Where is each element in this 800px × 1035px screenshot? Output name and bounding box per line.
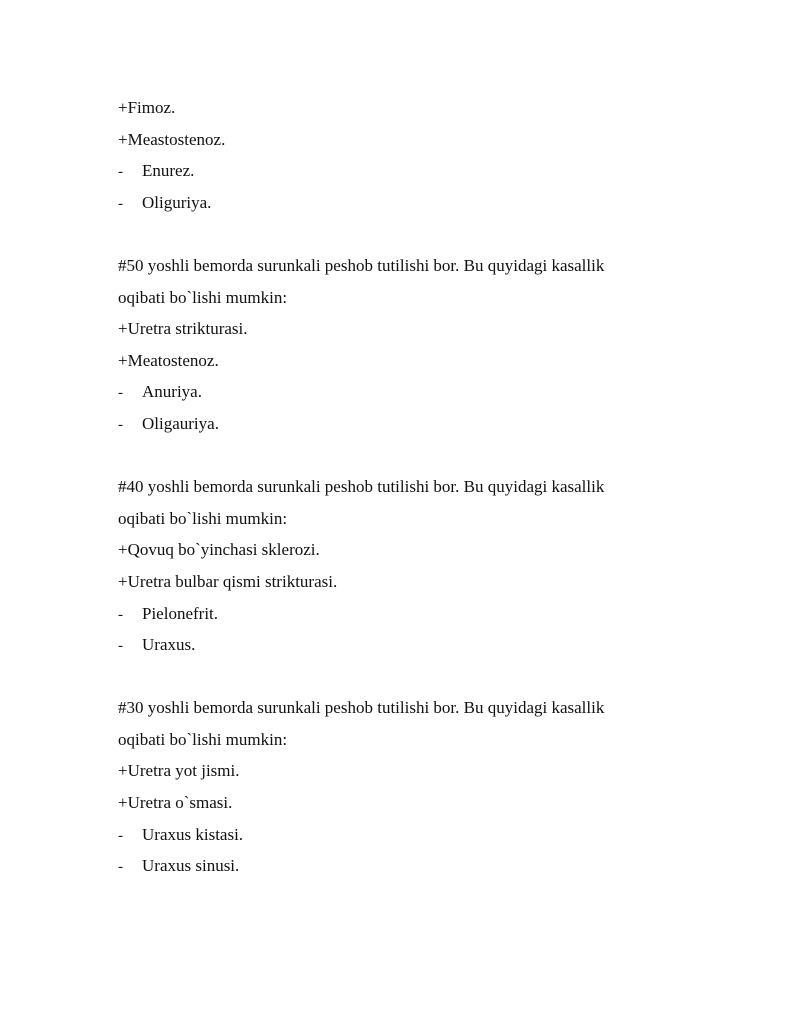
correct-answer: +Uretra yot jismi.	[118, 761, 240, 781]
question-block-1	[118, 250, 678, 440]
wrong-answer	[118, 376, 678, 408]
wrong-answer	[118, 187, 678, 219]
answer-block-0	[118, 92, 678, 218]
block-spacer	[118, 218, 678, 250]
wrong-answer	[118, 629, 678, 661]
correct-answer: +Uretra bulbar qismi strikturasi.	[118, 571, 338, 591]
question-text-line: oqibati bo`lishi mumkin:	[118, 287, 288, 307]
question-block-3	[118, 692, 678, 882]
block-spacer	[118, 440, 678, 472]
wrong-answer	[118, 819, 678, 851]
question-text-line: oqibati bo`lishi mumkin:	[118, 729, 288, 749]
answer-text: Enurez.	[142, 161, 195, 181]
dash-marker: -	[118, 859, 123, 876]
answer-text: Oliguriya.	[142, 192, 212, 212]
dash-marker: -	[118, 638, 123, 655]
correct-answer: +Uretra o`smasi.	[118, 793, 233, 813]
question-block-2	[118, 471, 678, 661]
dash-marker: -	[118, 385, 123, 402]
question-text-line: oqibati bo`lishi mumkin:	[118, 508, 288, 528]
question-text-line: #50 yoshli bemorda surunkali peshob tutilishi bor. Bu quyidagi kasallik	[118, 255, 605, 275]
correct-answer: +Qovuq bo`yinchasi sklerozi.	[118, 540, 320, 560]
answer-text: Uraxus.	[142, 635, 196, 655]
question-text-line: #30 yoshli bemorda surunkali peshob tutilishi bor. Bu quyidagi kasallik	[118, 698, 605, 718]
wrong-answer	[118, 155, 678, 187]
wrong-answer	[118, 598, 678, 630]
question-text-line: #40 yoshli bemorda surunkali peshob tutilishi bor. Bu quyidagi kasallik	[118, 477, 605, 497]
dash-marker: -	[118, 416, 123, 433]
dash-marker: -	[118, 606, 123, 623]
document-content	[118, 92, 678, 882]
correct-answer: +Fimoz.	[118, 98, 176, 117]
answer-text: Pielonefrit.	[142, 603, 219, 623]
answer-text: Oligauriya.	[142, 413, 219, 433]
dash-marker: -	[118, 827, 123, 844]
wrong-answer	[118, 850, 678, 882]
answer-text: Anuriya.	[142, 382, 202, 402]
correct-answer: +Meastostenoz.	[118, 129, 226, 149]
correct-answer: +Uretra strikturasi.	[118, 319, 248, 339]
dash-marker: -	[118, 164, 123, 181]
wrong-answer	[118, 408, 678, 440]
dash-marker: -	[118, 195, 123, 212]
correct-answer: +Meatostenoz.	[118, 350, 219, 370]
answer-text: Uraxus sinusi.	[142, 856, 240, 876]
answer-text: Uraxus kistasi.	[142, 824, 244, 844]
block-spacer	[118, 661, 678, 693]
